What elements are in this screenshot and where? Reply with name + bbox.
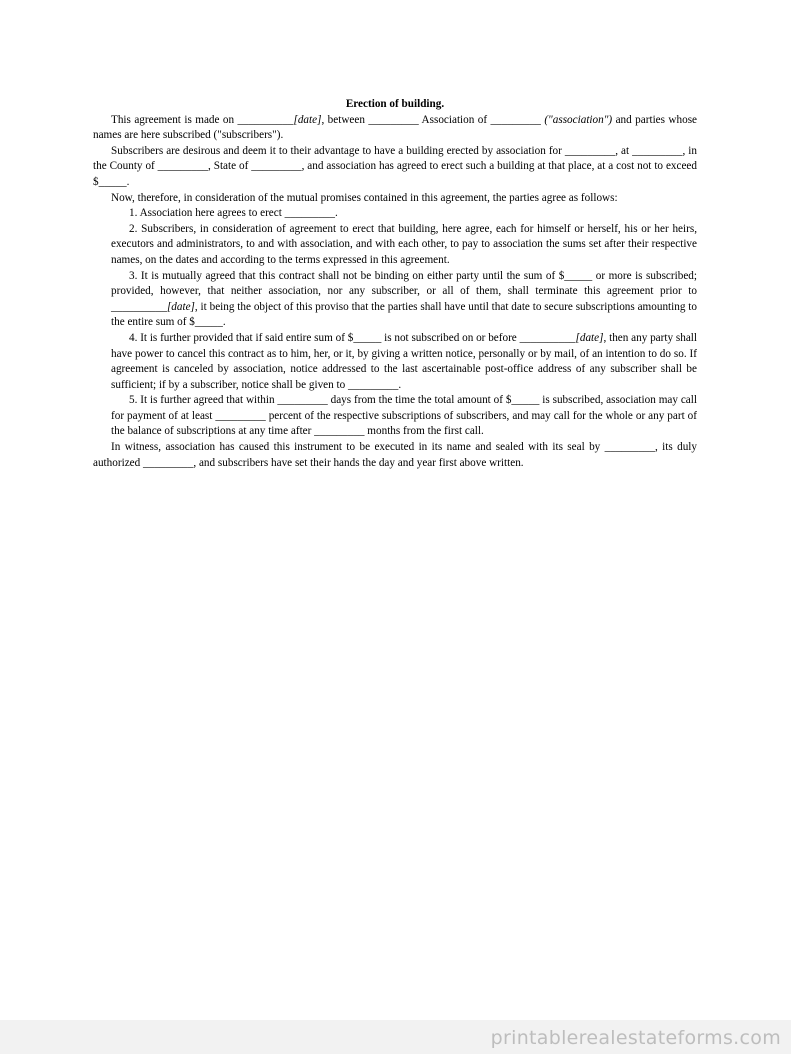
- clause-1: 1. Association here agrees to erect _________.: [129, 207, 338, 220]
- clause-5: 5. It is further agreed that within _________ days from the time the total amount of $_____ is subscribed, association may call for payment of at least _________ percent of the respective subscriptions of subscribers, and may call for the whole or any part of the balance of subscriptions at any time after _________ months from the first call.: [111, 394, 697, 438]
- intro-paragraph: [93, 113, 697, 144]
- date-placeholder: [date]: [166, 300, 195, 313]
- date-placeholder: [date]: [293, 113, 322, 126]
- clause-3-text-a: 3. It is mutually agreed that this contract shall not be binding on either party until the sum of $_____ or more is subscribed; provided, however, that neither association, nor any subscriber, or all of them, shall terminate this agreement prior to __________: [111, 269, 697, 313]
- witness-paragraph: In witness, association has caused this instrument to be executed in its name and sealed with its seal by _________, its duly authorized _________, and subscribers have set their hands the day and year first above written.: [93, 441, 697, 469]
- clause-4-text-a: 4. It is further provided that if said entire sum of $_____ is not subscribed on or before __________: [129, 331, 576, 344]
- document-title: Erection of building.: [345, 98, 445, 110]
- association-term: ("association"): [544, 113, 613, 126]
- date-placeholder: [date]: [575, 331, 604, 344]
- intro-text-e: and parties whose names are here subscribed ("subscribers").: [93, 113, 698, 142]
- clause-4: [93, 331, 697, 393]
- intro-text-a: This agreement is made on __________: [111, 113, 294, 126]
- site-watermark: printablerealestateforms.com: [490, 1027, 781, 1049]
- recital-paragraph: Subscribers are desirous and deem it to their advantage to have a building erected by association for _________, at _________, in the County of _________, State of _________, and association has agreed to erect such a building at that place, at a cost not to exceed $_____.: [93, 144, 697, 188]
- clause-4-text-c: , then any party shall have power to cancel this contract as to him, her, or it, by giving a written notice, personally or by mail, of an intention to do so. If agreement is canceled by association, notice addressed to the last ascertainable post-office address of any subscriber shall be sufficient; if by a subscriber, notice shall be given to _________.: [111, 331, 698, 391]
- clause-3-text-c: , it being the object of this proviso that the parties shall have until that date to secure subscriptions amounting to the entire sum of $_____.: [111, 300, 697, 329]
- clause-2: 2. Subscribers, in consideration of agreement to erect that building, here agree, each for himself or herself, his or her heirs, executors and administrators, to and with association, and with each other, to pay to association the sums set after their respective names, on the dates and according to the terms expressed in this agreement.: [111, 222, 697, 266]
- consideration-paragraph: Now, therefore, in consideration of the mutual promises contained in this agreement, the parties agree as follows:: [111, 191, 618, 204]
- clause-3: [93, 269, 697, 331]
- document-body: [93, 97, 697, 471]
- intro-text-c: , between _________ Association of _________: [321, 113, 545, 126]
